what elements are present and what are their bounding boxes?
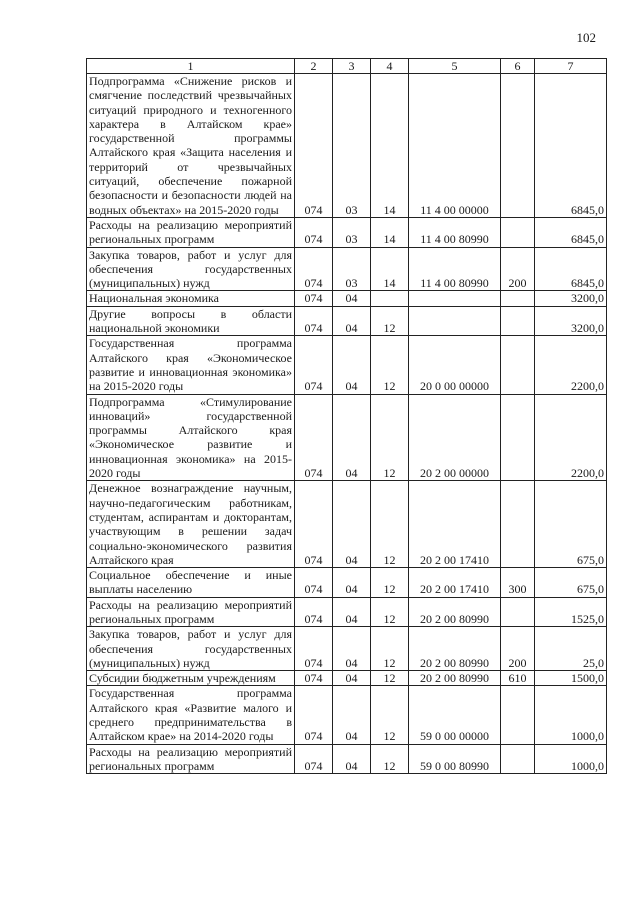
- row-name-cell: Субсидии бюджетным учреждениям: [87, 671, 295, 686]
- row-expense-type-cell: 610: [501, 671, 535, 686]
- row-admin-code-cell: 074: [295, 597, 333, 627]
- header-col-5: 5: [409, 59, 501, 74]
- row-subsection-cell: 12: [371, 394, 409, 481]
- row-section-cell: 04: [333, 336, 371, 394]
- row-subsection-cell: 14: [371, 217, 409, 247]
- row-section-cell: 03: [333, 217, 371, 247]
- row-name-cell: Расходы на реализацию мероприятий региональных программ: [87, 597, 295, 627]
- row-sum-cell: 2200,0: [535, 336, 607, 394]
- row-target-article-cell: 20 2 00 17410: [409, 481, 501, 568]
- row-name-cell: Подпрограмма «Снижение рисков и смягчение последствий чрезвычайных ситуаций природного и техногенного характера в Алтайском крае» государственной программы Алтайского края «Защита населения и территорий от чрезвычайных ситуаций, обеспечение пожарной безопасности и безопасности людей на водных объектах» на 2015-2020 годы: [87, 74, 295, 218]
- table-body: [87, 74, 607, 774]
- row-expense-type-cell: [501, 217, 535, 247]
- row-name-cell: Расходы на реализацию мероприятий региональных программ: [87, 744, 295, 774]
- row-target-article-cell: 11 4 00 00000: [409, 74, 501, 218]
- row-sum-cell: 6845,0: [535, 247, 607, 291]
- row-sum-cell: 675,0: [535, 481, 607, 568]
- row-target-article-cell: 20 2 00 00000: [409, 394, 501, 481]
- row-admin-code-cell: 074: [295, 686, 333, 744]
- table-row: [87, 247, 607, 291]
- row-section-cell: 04: [333, 686, 371, 744]
- row-admin-code-cell: 074: [295, 627, 333, 671]
- row-sum-cell: 675,0: [535, 568, 607, 598]
- row-name-cell: Денежное вознаграждение научным, научно-педагогическим работникам, студентам, аспирантам и докторантам, участвующим в решении задач социально-экономического развития Алтайского края: [87, 481, 295, 568]
- table-row: [87, 686, 607, 744]
- header-col-1: 1: [87, 59, 295, 74]
- row-admin-code-cell: 074: [295, 306, 333, 336]
- row-sum-cell: 2200,0: [535, 394, 607, 481]
- row-admin-code-cell: 074: [295, 671, 333, 686]
- row-target-article-cell: 11 4 00 80990: [409, 217, 501, 247]
- row-expense-type-cell: [501, 481, 535, 568]
- row-section-cell: 04: [333, 481, 371, 568]
- row-sum-cell: 25,0: [535, 627, 607, 671]
- header-col-3: 3: [333, 59, 371, 74]
- row-subsection-cell: 14: [371, 247, 409, 291]
- row-name-cell: Другие вопросы в области национальной экономики: [87, 306, 295, 336]
- table-row: [87, 597, 607, 627]
- row-sum-cell: 1000,0: [535, 686, 607, 744]
- row-target-article-cell: [409, 291, 501, 306]
- header-col-4: 4: [371, 59, 409, 74]
- row-name-cell: Социальное обеспечение и иные выплаты населению: [87, 568, 295, 598]
- table-row: [87, 291, 607, 306]
- row-admin-code-cell: 074: [295, 481, 333, 568]
- page-number: 102: [576, 30, 596, 45]
- row-section-cell: 03: [333, 247, 371, 291]
- table-row: [87, 336, 607, 394]
- row-admin-code-cell: 074: [295, 217, 333, 247]
- table-row: [87, 74, 607, 218]
- table-row: [87, 568, 607, 598]
- row-target-article-cell: 59 0 00 80990: [409, 744, 501, 774]
- header-row: [87, 59, 607, 74]
- row-section-cell: 04: [333, 597, 371, 627]
- row-section-cell: 04: [333, 291, 371, 306]
- row-expense-type-cell: [501, 336, 535, 394]
- row-target-article-cell: 20 2 00 17410: [409, 568, 501, 598]
- row-expense-type-cell: 200: [501, 627, 535, 671]
- row-name-cell: Подпрограмма «Стимулирование инноваций» государственной программы Алтайского края «Экономическое развитие и инновационная экономика» на 2015-2020 годы: [87, 394, 295, 481]
- row-sum-cell: 6845,0: [535, 74, 607, 218]
- row-target-article-cell: 20 0 00 00000: [409, 336, 501, 394]
- header-col-6: 6: [501, 59, 535, 74]
- row-section-cell: 03: [333, 74, 371, 218]
- row-expense-type-cell: 300: [501, 568, 535, 598]
- row-admin-code-cell: 074: [295, 568, 333, 598]
- row-target-article-cell: 11 4 00 80990: [409, 247, 501, 291]
- row-section-cell: 04: [333, 394, 371, 481]
- table-row: [87, 481, 607, 568]
- row-subsection-cell: 12: [371, 744, 409, 774]
- row-subsection-cell: 14: [371, 74, 409, 218]
- row-section-cell: 04: [333, 568, 371, 598]
- table-row: [87, 217, 607, 247]
- row-expense-type-cell: [501, 74, 535, 218]
- row-sum-cell: 6845,0: [535, 217, 607, 247]
- row-section-cell: 04: [333, 306, 371, 336]
- row-expense-type-cell: [501, 686, 535, 744]
- row-subsection-cell: 12: [371, 336, 409, 394]
- row-subsection-cell: 12: [371, 306, 409, 336]
- row-subsection-cell: [371, 291, 409, 306]
- row-admin-code-cell: 074: [295, 394, 333, 481]
- row-sum-cell: 1000,0: [535, 744, 607, 774]
- row-subsection-cell: 12: [371, 568, 409, 598]
- row-target-article-cell: 20 2 00 80990: [409, 627, 501, 671]
- row-admin-code-cell: 074: [295, 74, 333, 218]
- row-expense-type-cell: [501, 597, 535, 627]
- row-admin-code-cell: 074: [295, 336, 333, 394]
- header-col-7: 7: [535, 59, 607, 74]
- row-sum-cell: 3200,0: [535, 291, 607, 306]
- table-row: [87, 627, 607, 671]
- row-name-cell: Закупка товаров, работ и услуг для обеспечения государственных (муниципальных) нужд: [87, 627, 295, 671]
- row-section-cell: 04: [333, 744, 371, 774]
- table-row: [87, 744, 607, 774]
- row-expense-type-cell: 200: [501, 247, 535, 291]
- table-header: [87, 59, 607, 74]
- row-sum-cell: 1500,0: [535, 671, 607, 686]
- row-subsection-cell: 12: [371, 671, 409, 686]
- row-name-cell: Закупка товаров, работ и услуг для обеспечения государственных (муниципальных) нужд: [87, 247, 295, 291]
- row-admin-code-cell: 074: [295, 247, 333, 291]
- row-name-cell: Расходы на реализацию мероприятий региональных программ: [87, 217, 295, 247]
- row-subsection-cell: 12: [371, 597, 409, 627]
- row-section-cell: 04: [333, 671, 371, 686]
- budget-table: [86, 58, 607, 774]
- row-target-article-cell: 59 0 00 00000: [409, 686, 501, 744]
- row-name-cell: Национальная экономика: [87, 291, 295, 306]
- row-subsection-cell: 12: [371, 686, 409, 744]
- row-expense-type-cell: [501, 291, 535, 306]
- row-subsection-cell: 12: [371, 481, 409, 568]
- row-expense-type-cell: [501, 394, 535, 481]
- row-target-article-cell: 20 2 00 80990: [409, 671, 501, 686]
- row-section-cell: 04: [333, 627, 371, 671]
- row-expense-type-cell: [501, 744, 535, 774]
- row-admin-code-cell: 074: [295, 744, 333, 774]
- row-name-cell: Государственная программа Алтайского края «Экономическое развитие и инновационная экономика» на 2015-2020 годы: [87, 336, 295, 394]
- row-admin-code-cell: 074: [295, 291, 333, 306]
- table-row: [87, 394, 607, 481]
- row-name-cell: Государственная программа Алтайского края «Развитие малого и среднего предпринимательства в Алтайском крае» на 2014-2020 годы: [87, 686, 295, 744]
- row-target-article-cell: 20 2 00 80990: [409, 597, 501, 627]
- row-target-article-cell: [409, 306, 501, 336]
- table-row: [87, 306, 607, 336]
- header-col-2: 2: [295, 59, 333, 74]
- row-sum-cell: 3200,0: [535, 306, 607, 336]
- row-subsection-cell: 12: [371, 627, 409, 671]
- row-expense-type-cell: [501, 306, 535, 336]
- row-sum-cell: 1525,0: [535, 597, 607, 627]
- table-row: [87, 671, 607, 686]
